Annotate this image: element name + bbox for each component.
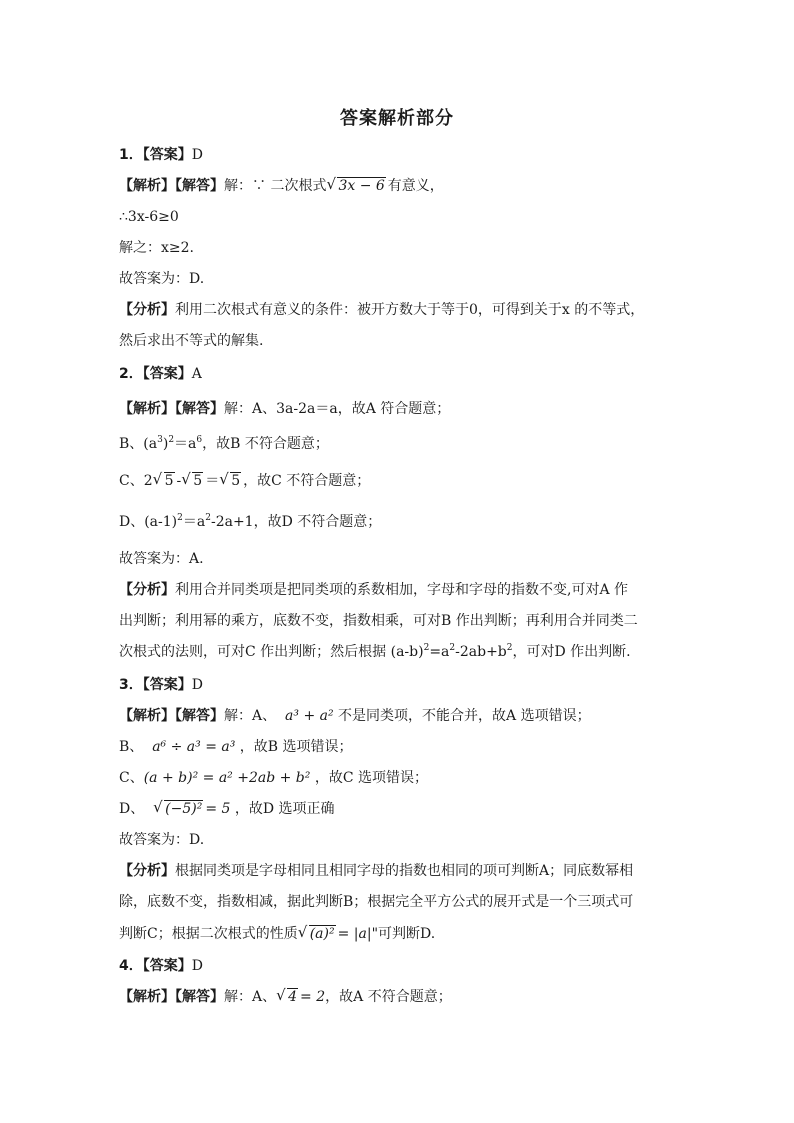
page-title: 答案解析部分 [340, 108, 454, 129]
q1-conclusion-line: 故答案为：D. [119, 271, 205, 287]
question-number: 1． [119, 147, 143, 163]
solution-text: 解：A、3a-2a＝a，故A 符合题意； [224, 401, 451, 417]
analysis-tag: 【分析】 [119, 863, 175, 879]
q1-solution-line [119, 176, 679, 196]
analysis-text: 利用合并同类项是把同类项的系数相加，字母和字母的指数不变,可对A 作 [175, 582, 629, 598]
radical-expression: √ (a)² [298, 924, 336, 944]
radical-expression: √ 5 [153, 471, 175, 491]
radical-expression: √ 3x − 6 [326, 176, 385, 196]
q3-option-d: D、 √ (−5)² = 5 ，故D 选项正确 [119, 799, 679, 819]
math-expression: a⁶ ÷ a³ = a³ [152, 739, 236, 755]
q1-step-line: 解之：x≥2. [119, 240, 194, 256]
q2-analysis-cont: 出判断；利用幂的乘方，底数不变，指数相乘，可对B 作出判断；再利用合并同类二 [119, 613, 638, 629]
math-expression: = |a| [337, 926, 372, 942]
answer-tag: 【答案】 [142, 147, 192, 163]
q3-analysis-cont: 除，底数不变，指数相减，据此判断B；根据完全平方公式的展开式是一个三项式可 [119, 894, 634, 910]
solution-tag: 【解析】【解答】 [119, 401, 224, 417]
q1-analysis-line [119, 300, 679, 320]
q3-analysis-cont: 判断C；根据二次根式的性质√ (a)² = |a|"可判断D. [119, 924, 679, 944]
q3-analysis-line [119, 861, 679, 881]
solution-tag: 【解析】【解答】 [119, 708, 224, 724]
answer-value: A [191, 366, 202, 382]
answer-value: D [191, 677, 203, 693]
q2-option-b: B、$(a^3)^2=a^6$，故B 不符合题意； [119, 435, 329, 452]
math-expression: = 2 [300, 989, 326, 1005]
solution-text: 解：∵ 二次根式 [224, 178, 327, 194]
answer-value: D [191, 147, 203, 163]
solution-text-tail: 有意义， [387, 178, 444, 194]
math-expression: (a + b)² = a² +2ab + b² [143, 770, 311, 786]
q3-conclusion-line: 故答案为：D. [119, 832, 205, 848]
answer-tag: 【答案】 [142, 958, 192, 974]
q1-analysis-cont: 然后求出不等式的解集. [119, 333, 264, 349]
radical-expression: √ 5 [181, 471, 203, 491]
q2-solution-line [119, 399, 679, 419]
question-number: 4． [119, 958, 143, 974]
math-expression: a³ + a² [285, 708, 334, 724]
q3-solution-line: 【解析】【解答】解：A、 a³ + a² 不是同类项，不能合并，故A 选项错误； [119, 708, 591, 724]
question-number: 3． [119, 677, 143, 693]
radical-expression: √ 5 [219, 471, 241, 491]
q1-answer-line [119, 145, 679, 165]
question-number: 2． [119, 366, 143, 382]
math-expression: = 5 [205, 801, 231, 817]
radical-expression: √ (−5)² [153, 799, 203, 819]
analysis-text: 根据同类项是字母相同且相同字母的指数也相同的项可判断A；同底数幂相 [175, 863, 634, 879]
answer-tag: 【答案】 [142, 366, 192, 382]
q2-option-d: D、$(a-1)^2=a^2-2a+1$，故D 不符合题意； [119, 513, 382, 530]
answer-value: D [191, 958, 203, 974]
solution-tag: 【解析】【解答】 [119, 989, 224, 1005]
solution-tag: 【解析】【解答】 [119, 178, 224, 194]
q4-answer-line [119, 956, 679, 976]
q2-analysis-cont: 次根式的法则，可对C 作出判断；然后根据 $(a-b)^2=a^2-2ab+b^2$，可对D 作出判断. [119, 643, 631, 660]
q2-analysis-line [119, 580, 679, 600]
q2-answer-line [119, 364, 679, 384]
analysis-text: 利用二次根式有意义的条件：被开方数大于等于0，可得到关于x 的不等式， [175, 302, 645, 318]
q3-option-b: B、 a⁶ ÷ a³ = a³ ，故B 选项错误； [119, 739, 353, 755]
q2-option-c: C、2√ 5 -√ 5 ＝√ 5 ，故C 不符合题意； [119, 471, 679, 491]
answer-tag: 【答案】 [142, 677, 192, 693]
analysis-tag: 【分析】 [119, 302, 175, 318]
q3-answer-line [119, 675, 679, 695]
q4-solution-line: 【解析】【解答】解：A、√ 4 = 2，故A 不符合题意； [119, 987, 679, 1007]
q1-step-line: ∴3x-6≥0 [119, 209, 179, 225]
radical-expression: √ 4 [276, 987, 298, 1007]
q3-option-c: C、(a + b)² = a² +2ab + b² ，故C 选项错误； [119, 770, 429, 786]
analysis-tag: 【分析】 [119, 582, 175, 598]
q2-conclusion-line: 故答案为：A. [119, 551, 204, 567]
